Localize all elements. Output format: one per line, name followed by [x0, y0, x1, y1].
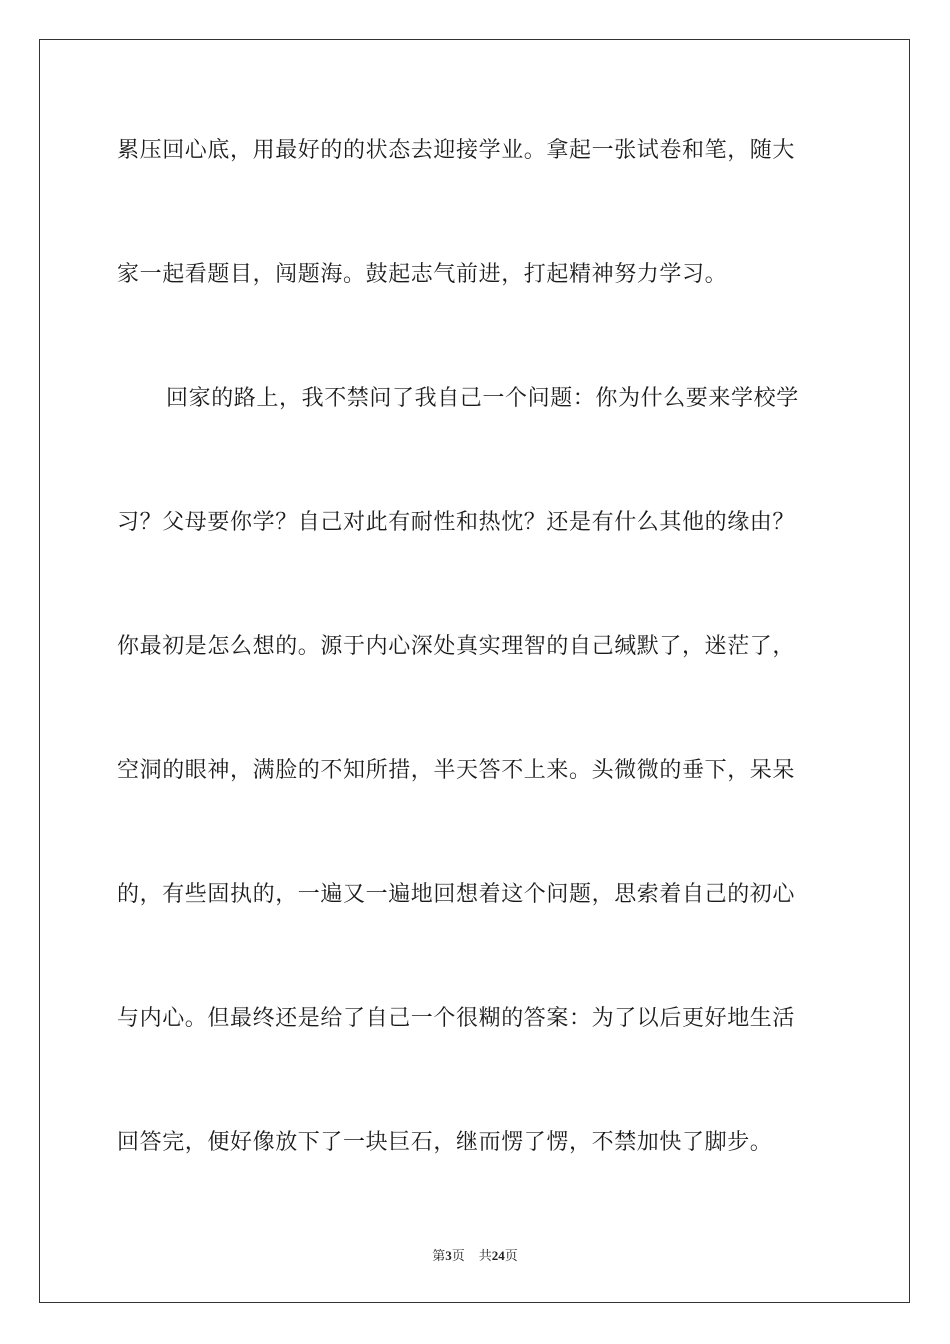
total-pages: 24: [491, 1248, 505, 1263]
body-line-4: 习？父母要你学？自己对此有耐性和热忱？还是有什么其他的缘由？: [117, 510, 796, 535]
page-border: [39, 39, 910, 1303]
body-line-1: 累压回心底，用最好的的状态去迎接学业。拿起一张试卷和笔，随大: [117, 138, 796, 163]
body-line-9: 回答完，便好像放下了一块巨石，继而愣了愣，不禁加快了脚步。: [117, 1130, 773, 1155]
page-prefix: 第: [432, 1248, 446, 1263]
body-line-8: 与内心。但最终还是给了自己一个很糊的答案：为了以后更好地生活: [117, 1006, 796, 1031]
body-line-5: 你最初是怎么想的。源于内心深处真实理智的自己缄默了，迷茫了，: [117, 634, 796, 659]
body-line-2: 家一起看题目，闯题海。鼓起志气前进，打起精神努力学习。: [117, 262, 728, 287]
body-line-6: 空洞的眼神，满脸的不知所措，半天答不上来。头微微的垂下，呆呆: [117, 758, 796, 783]
total-suffix: 页: [504, 1248, 518, 1263]
page-suffix: 页: [451, 1248, 465, 1263]
total-prefix: 共: [478, 1248, 492, 1263]
page-footer: [0, 1247, 950, 1265]
page-number: 3: [445, 1248, 452, 1263]
body-line-3: 回家的路上，我不禁问了我自己一个问题：你为什么要来学校学: [166, 386, 799, 411]
body-line-7: 的，有些固执的，一遍又一遍地回想着这个问题，思索着自己的初心: [117, 882, 796, 907]
